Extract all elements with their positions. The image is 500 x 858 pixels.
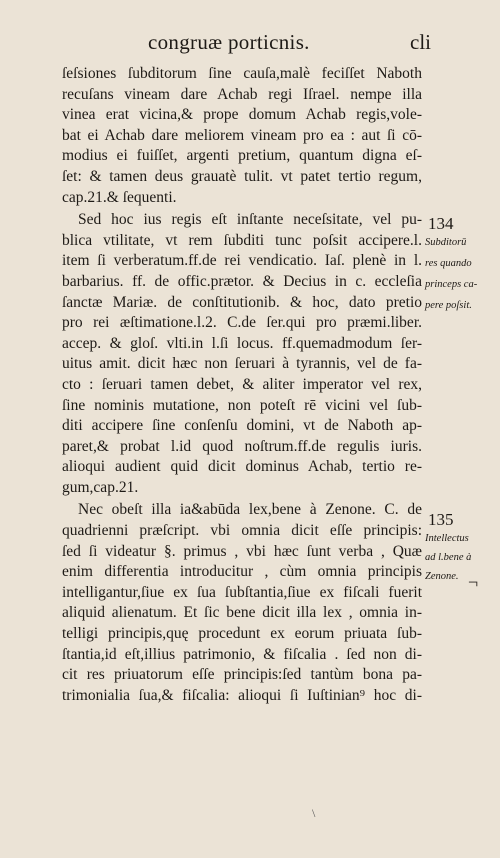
text-line: Sed hoc ius regis eſt inſtante neceſsitate, vel pu- [78, 211, 422, 229]
margin-note: Intellectus [425, 533, 469, 544]
text-line: modius ei fuiſſet, argenti pretium, quantum digna eſ- [62, 147, 422, 165]
margin-note: Zenone. [425, 571, 459, 582]
text-line: vinea erat vicina,& prope domum Achab regis,vole- [62, 106, 422, 124]
text-line: paret,& probat l.id quod noſtrum.ff.de regulis iuris. [62, 437, 422, 455]
bracket-mark: ¬ [468, 572, 479, 592]
margin-note: Subditorū [425, 237, 467, 248]
text-line: diti accipere ſine conſenſu domini, vt de Naboth ap- [62, 417, 422, 435]
text-line: ſet: & tamen deus grauatè tulit. vt patet tertio regum, [62, 167, 422, 185]
paragraph-1 [62, 64, 422, 208]
text-line: Nec obeſt illa ia&abūda lex,bene à Zenone. C. de [78, 501, 422, 519]
text-line: cit res priuatorum eſſe principis:ſed tantùm bona pa- [62, 666, 422, 684]
text-line: pro rei æſtimatione.l.2. C.de ſer.qui pro præmi.liber. [62, 314, 422, 332]
text-line: alioqui audient quid dicit dominus Achab, tertio re- [62, 458, 422, 476]
paragraph-3 [62, 500, 422, 706]
text-line: item ſi verberatum.ff.de rei vendicatio. Iaſ. plenè in l. [62, 252, 422, 270]
margin-number-135: 135 [428, 510, 454, 529]
text-line: ſeſsiones ſubditorum ſine cauſa,malè feciſſet Naboth [62, 65, 422, 82]
text-line: cap.21.& ſequenti. [62, 188, 177, 206]
running-head: congruæ porticnis. [148, 30, 310, 54]
text-line: barbarius. ff. de offic.prætor. & Decius in c. eccleſia [62, 272, 422, 290]
text-line: aliquid alienatum. Et ſic bene dicit illa lex , omnia in- [62, 604, 422, 622]
text-line: enim differentia introducitur , cùm omnia principis [62, 563, 422, 581]
text-line: intelligantur,ſiue ex ſua ſubſtantia,ſiue ex fiſcali fuerit [62, 583, 422, 601]
text-line: telligi principis,quę procedunt ex eorum priuata ſub- [62, 625, 422, 643]
text-line: trimonialia ſua,& fiſcalia: alioqui ſi Iuſtinian⁹ hoc di- [62, 686, 422, 704]
margin-note: pere poſsit. [425, 300, 472, 311]
text-line: ſed ſi videatur §. primus , vbi hæc ſunt verba , Quæ [62, 542, 422, 560]
margin-note: res quando [425, 258, 472, 269]
page-header [0, 30, 500, 60]
text-line: recuſans vineam dare Achab regi Iſrael. nempe illa [62, 85, 422, 103]
paragraph-2 [62, 210, 422, 498]
text-line: cto : ſeruari tamen debet, & aliter imperator vel rex, [62, 375, 422, 393]
text-line: blica vtilitate, vt rem ſubditi tunc poſsit accipere.l. [62, 231, 422, 249]
text-line: quadrienni præſcript. vbi omnia dicit eſſe principis: [62, 522, 422, 540]
stray-mark: \ [312, 806, 316, 820]
folio-number: cli [410, 30, 431, 54]
text-line: gum,cap.21. [62, 478, 139, 496]
text-line: uitus amit. dicit hæc non ſeruari à tyrannis, vel de fa- [62, 355, 422, 373]
margin-number-134: 134 [428, 214, 454, 233]
margin-note: ad l.bene à [425, 552, 472, 563]
text-line: bat ei Achab dare meliorem vineam pro ea : aut ſi cō- [62, 126, 422, 144]
margin-note: princeps ca- [425, 279, 478, 290]
text-line: ſtantia,id eſt,illius patrimonio, & fiſcalia . ſed non di- [62, 645, 422, 663]
text-line: ſanctæ Mariæ. de conſtitutionib. & hoc, dato pretio [62, 293, 422, 311]
text-line: accep. & gloſ. vlti.in l.ſi locus. ff.quemadmodum ſer- [62, 334, 422, 352]
body-text [62, 64, 422, 706]
text-line: ſine nominis mutatione, non poteſt rē vicini vel ſub- [62, 396, 422, 414]
